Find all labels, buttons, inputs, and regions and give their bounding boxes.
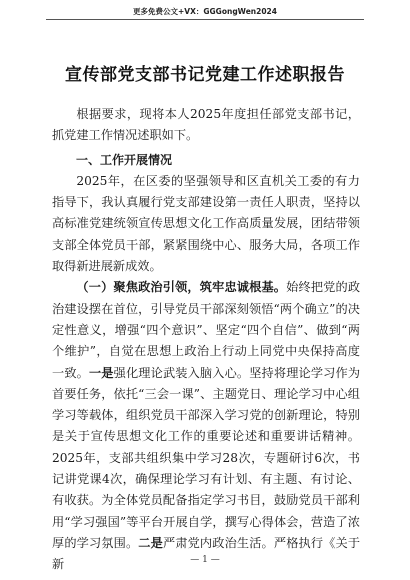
document-title: 宣传部党支部书记党建工作述职报告 xyxy=(65,65,345,85)
emphasis-marker: 二是 xyxy=(138,535,163,550)
paragraph-text: 严肃党内政治生活。严格执行《关于新 xyxy=(52,535,361,572)
paragraph-text: 强化理论武装入脑入心。坚持将理论学习作为首要任务，依托“三会一课”、主题党日、理论学习中心组学习等载体，组织党员干部深入学习党的创新理论，特别是关于宣传思想文化工作的重要论述和重要讲话精神。2025年，支部共组织集中学习28次，专题研讨6次，书记讲党课4次，确保理论学习有计划、有主题、有讨论、有收获。为全体党员配备指定学习书目，鼓励党员干部利用“学习强国”等平台开展自学，撰写心得体会，营造了浓厚的学习氛围。 xyxy=(52,365,361,550)
page-number: — 1 — xyxy=(190,555,220,565)
header-note: 更多免费公文+VX：GGGongWen2024 xyxy=(132,7,277,16)
intro-paragraph: 根据要求，现将本人2025年度担任部党支部书记，抓党建工作情况述职如下。 xyxy=(52,107,360,143)
paragraph-text: 始终把党的政治建设摆在首位，引导党员干部深刻领悟“两个确立”的决定性意义，增强“四个意识”、坚定“四个自信”、做到“两个维护”，自觉在思想上政治上行动上同党中央保持高度一致。 xyxy=(52,280,361,380)
document-body xyxy=(52,104,360,576)
emphasis-marker: 一是 xyxy=(88,365,114,380)
body-paragraph: 2025年，在区委的坚强领导和区直机关工委的有力指导下，我认真履行党支部建设第一责任人职责，坚持以高标准党建统领宣传思想文化工作高质量发展，团结带领支部全体党员干部，紧紧围绕中心、服务大局，各项工作取得新进展新成效。 xyxy=(52,173,360,274)
header-rule xyxy=(46,19,364,20)
subsection-paragraph xyxy=(52,277,360,575)
subsection-heading: （一）聚焦政治引领，筑牢忠诚根基。 xyxy=(76,280,287,295)
section-heading: 一、工作开展情况 xyxy=(76,152,173,167)
